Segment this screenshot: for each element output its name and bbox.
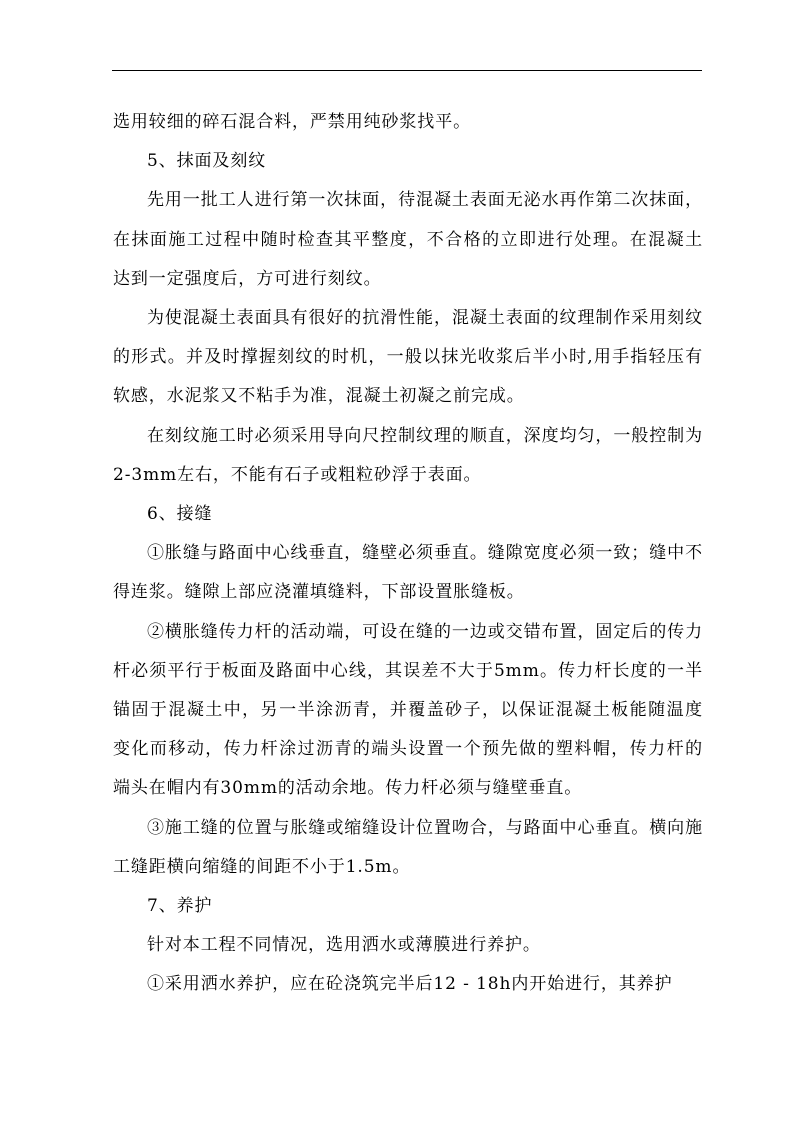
section-heading-6: 6、接缝 [147, 504, 213, 525]
paragraph-continuation: 选用较细的碎石混合料，严禁用纯砂浆找平。 [113, 112, 471, 132]
paragraph-curing-1: ①采用洒水养护，应在砼浇筑完半后12 - 18h内开始进行，其养护 [147, 974, 673, 995]
paragraph-texturing-guide: 在刻纹施工时必须采用导向尺控制纹理的顺直，深度均匀，一般控制为2-3mm左右，不能有石子或粗粒砂浮于表面。 [113, 425, 703, 485]
document-body [113, 103, 703, 1005]
header-rule [112, 70, 702, 71]
paragraph-texturing-purpose: 为使混凝土表面具有很好的抗滑性能，混凝土表面的纹理制作采用刻纹的形式。并及时撑握刻纹的时机，一般以抹光收浆后半小时,用手指轻压有软感，水泥浆又不粘手为准，混凝土初凝之前完成。 [113, 308, 703, 407]
paragraph-joint-2: ②横胀缝传力杆的活动端，可设在缝的一边或交错布置，固定后的传力杆必须平行于板面及路面中心线，其误差不大于5mm。传力杆长度的一半锚固于混凝土中，另一半涂沥青，并覆盖砂子，以保证混凝土板能随温度变化而移动，传力杆涂过沥青的端头设置一个预先做的塑料帽，传力杆的端头在帽内有30mm的活动余地。传力杆必须与缝壁垂直。 [113, 621, 703, 799]
section-heading-7: 7、养护 [147, 896, 213, 917]
paragraph-curing-intro: 针对本工程不同情况，选用洒水或薄膜进行养护。 [147, 935, 541, 956]
section-heading-5: 5、抹面及刻纹 [147, 151, 267, 172]
paragraph-joint-3: ③施工缝的位置与胀缝或缩缝设计位置吻合，与路面中心垂直。横向施工缝距横向缩缝的间距不小于1.5m。 [113, 817, 703, 877]
paragraph-joint-1: ①胀缝与路面中心线垂直，缝壁必须垂直。缝隙宽度必须一致；缝中不得连浆。缝隙上部应浇灌填缝料，下部设置胀缝板。 [113, 543, 703, 603]
paragraph-trowelling: 先用一批工人进行第一次抹面，待混凝土表面无泌水再作第二次抹面，在抹面施工过程中随时检查其平整度，不合格的立即进行处理。在混凝土达到一定强度后，方可进行刻纹。 [113, 190, 703, 289]
